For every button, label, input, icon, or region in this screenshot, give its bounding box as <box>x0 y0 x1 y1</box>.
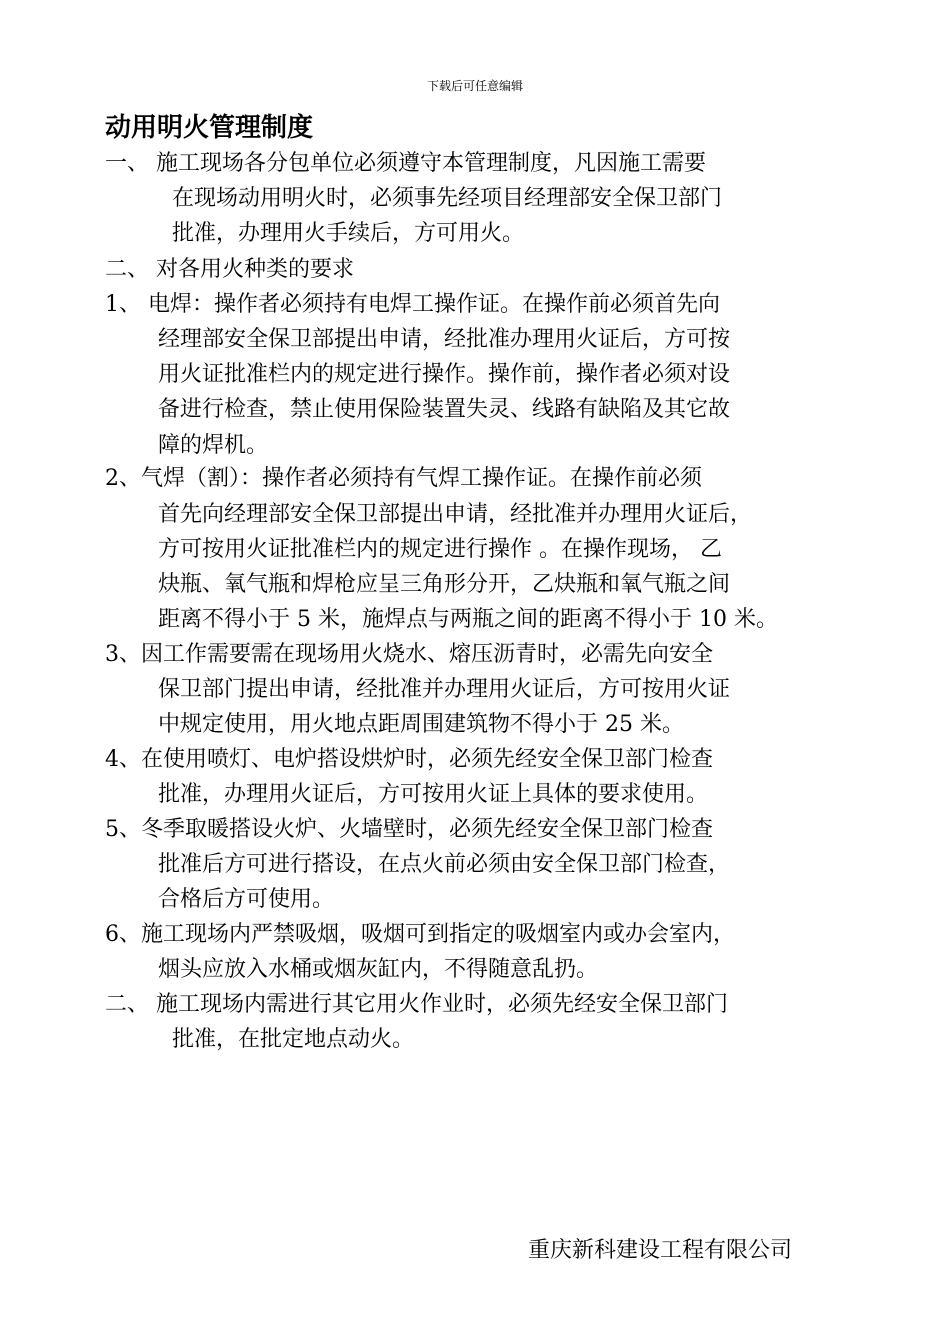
text-line: 3、因工作需要需在现场用火烧水、熔压沥青时，必需先向安全 <box>105 642 713 667</box>
text-line: 2、气焊（割）：操作者必须持有气焊工操作证。在操作前必须 <box>105 466 702 491</box>
text-line: 批准后方可进行搭设，在点火前必须由安全保卫部门检查， <box>158 852 731 877</box>
text-line: 用火证批准栏内的规定进行操作。操作前，操作者必须对设 <box>158 362 731 387</box>
text-line: 炔瓶、氧气瓶和焊枪应呈三角形分开，乙炔瓶和氧气瓶之间 <box>158 572 731 597</box>
text-line: 首先向经理部安全保卫部提出申请，经批准并办理用火证后， <box>158 502 753 527</box>
text-line: 一、 施工现场各分包单位必须遵守本管理制度，凡因施工需要 <box>105 151 706 176</box>
text-line: 批准，在批定地点动火。 <box>172 1027 415 1052</box>
text-line: 在现场动用明火时，必须事先经项目经理部安全保卫部门 <box>172 186 723 211</box>
text-line: 二、 对各用火种类的要求 <box>105 257 354 282</box>
document-title: 动用明火管理制度 <box>105 113 314 143</box>
text-line: 中规定使用，用火地点距周围建筑物不得小于 25 米。 <box>158 712 684 737</box>
text-line: 批准，办理用火手续后，方可用火。 <box>172 221 525 246</box>
text-line: 6、施工现场内严禁吸烟，吸烟可到指定的吸烟室内或办会室内， <box>105 922 735 947</box>
text-line: 方可按用火证批准栏内的规定进行操作 。在操作现场， 乙 <box>158 537 722 562</box>
text-line: 二、 施工现场内需进行其它用火作业时，必须先经安全保卫部门 <box>105 992 728 1017</box>
text-line: 保卫部门提出申请，经批准并办理用火证后，方可按用火证 <box>158 677 731 702</box>
text-line: 1、 电焊：操作者必须持有电焊工操作证。在操作前必须首先向 <box>105 292 720 317</box>
text-line: 合格后方可使用。 <box>158 887 335 912</box>
text-line: 备进行检查，禁止使用保险装置失灵、线路有缺陷及其它故 <box>158 397 731 422</box>
text-line: 障的焊机。 <box>158 433 269 458</box>
text-line: 距离不得小于 5 米，施焊点与两瓶之间的距离不得小于 10 米。 <box>158 607 778 632</box>
company-name: 重庆新科建设工程有限公司 <box>528 1238 793 1263</box>
header-note: 下载后可任意编辑 <box>426 79 523 93</box>
text-line: 5、冬季取暖搭设火炉、火墙壁时，必须先经安全保卫部门检查 <box>105 817 713 842</box>
text-line: 经理部安全保卫部提出申请，经批准办理用火证后，方可按 <box>158 327 731 352</box>
text-line: 烟头应放入水桶或烟灰缸内，不得随意乱扔。 <box>158 957 599 982</box>
text-line: 批准，办理用火证后，方可按用火证上具体的要求使用。 <box>158 782 709 807</box>
text-line: 4、在使用喷灯、电炉搭设烘炉时，必须先经安全保卫部门检查 <box>105 747 713 772</box>
